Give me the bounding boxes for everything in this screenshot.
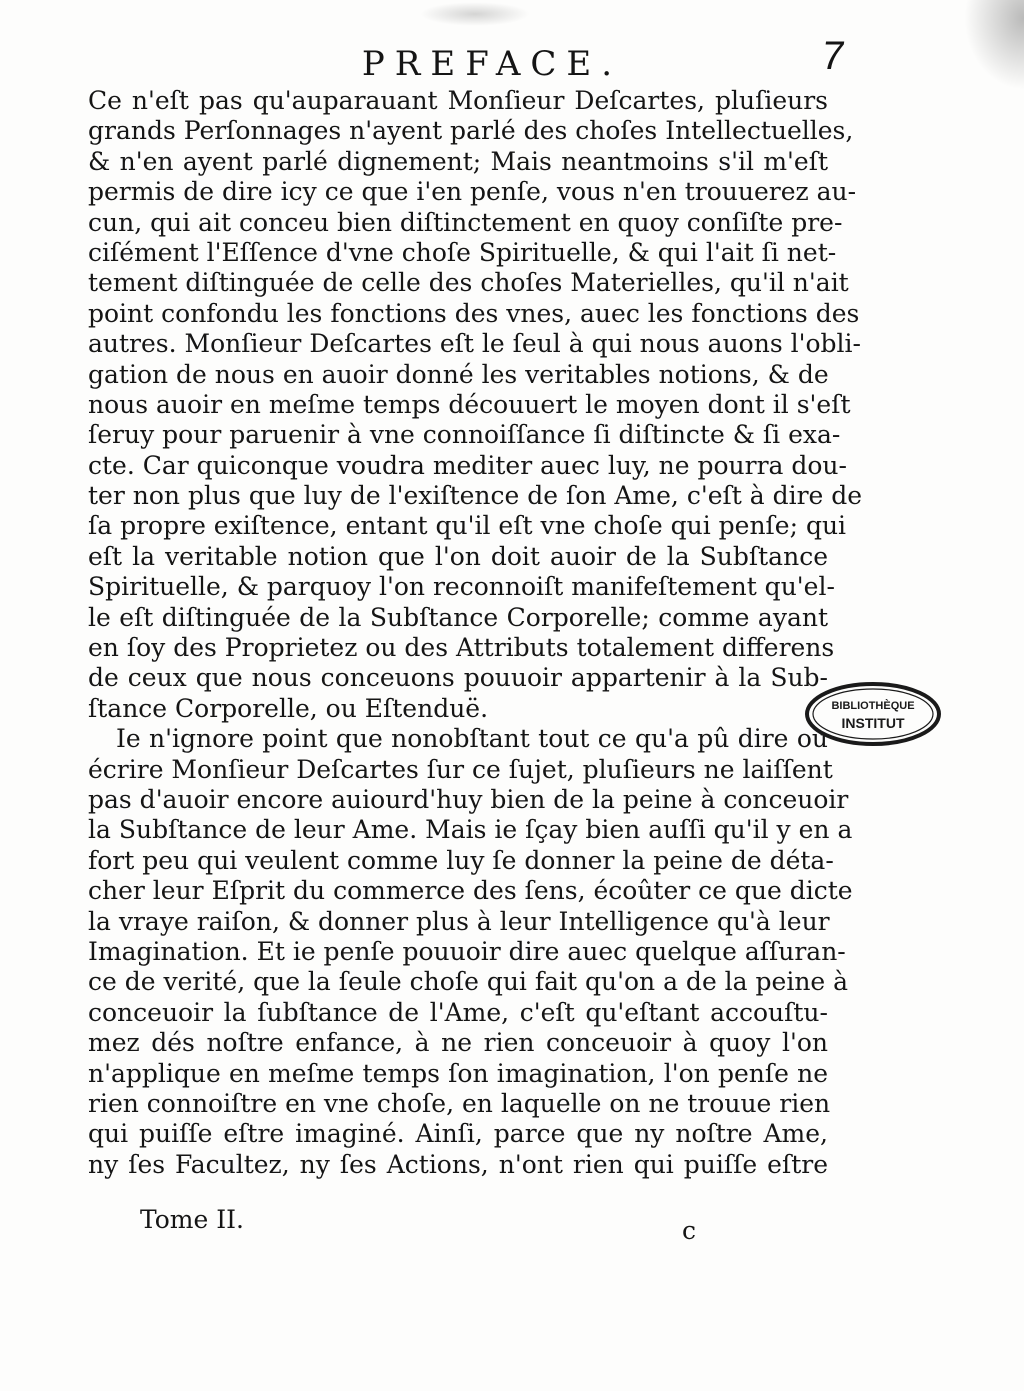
text-line: Ce n'eſt pas qu'auparauant Monſieur Deſcartes, pluſieurs: [88, 86, 828, 115]
text-line: conceuoir la ſubſtance de l'Ame, c'eſt qu'eſtant accouſtu-: [88, 997, 828, 1027]
text-line: n'applique en meſme temps ſon imagination, l'on penſe ne: [88, 1058, 828, 1088]
text-line: en ſoy des Proprietez ou des Attributs totalement differens: [88, 633, 835, 663]
text-line: ny ſes Facultez, ny ſes Actions, n'ont rien qui puiſſe eſtre: [88, 1149, 828, 1179]
text-line: la Subſtance de leur Ame. Mais ie ſçay bien auſſi qu'il y en a: [88, 815, 853, 845]
library-stamp-icon: [804, 680, 942, 748]
text-line: mez dés noſtre enfance, à ne rien conceuoir à quoy l'on: [88, 1028, 828, 1058]
text-line: ſeruy pour paruenir à vne connoiſſance ſi diſtincte & ſi exa-: [88, 420, 841, 450]
text-line: eſt la veritable notion que l'on doit auoir de la Subſtance: [88, 541, 828, 571]
running-head: PREFACE.: [361, 44, 623, 84]
text-line-paragraph-start: Ie n'ignore point que nonobſtant tout ce qu'a pû dire ou: [116, 724, 828, 754]
text-line: fort peu qui veulent comme luy ſe donner la peine de déta-: [88, 845, 834, 875]
text-line: & n'en ayent parlé dignement; Mais neantmoins s'il m'eſt: [88, 146, 828, 176]
text-line: autres. Monſieur Deſcartes eſt le ſeul à qui nous auons l'obli-: [88, 329, 861, 359]
ink-smudge: [420, 2, 530, 26]
text-line: pas d'auoir encore auiourd'huy bien de la peine à conceuoir: [88, 784, 849, 814]
catchword: c: [682, 1216, 697, 1245]
signature-mark: Tome II.: [140, 1205, 244, 1234]
text-line: ſa propre exiſtence, entant qu'il eſt vne choſe qui penſe; qui: [88, 511, 847, 541]
body-text: [88, 86, 863, 1180]
text-line: nous auoir en meſme temps découuert le moyen dont il s'eſt: [88, 389, 851, 419]
text-line: cher leur Eſprit du commerce des ſens, écoûter ce que dicte: [88, 876, 853, 906]
text-line: qui puiſſe eſtre imaginé. Ainſi, parce que ny noſtre Ame,: [88, 1119, 828, 1149]
text-line: ciſément l'Eſſence d'vne choſe Spirituelle, & qui l'ait ſi net-: [88, 237, 837, 267]
text-line: ce de verité, que la ſeule choſe qui fait qu'on a de la peine à: [88, 967, 849, 997]
text-line: la vraye raiſon, & donner plus à leur Intelligence qu'à leur: [88, 906, 830, 936]
text-line: gation de nous en auoir donné les veritables notions, & de: [88, 359, 829, 389]
text-line: ter non plus que luy de l'exiſtence de ſon Ame, c'eſt à dire de: [88, 481, 863, 511]
text-line-paragraph-end: ſtance Corporelle, ou Eſtenduë.: [88, 693, 489, 723]
text-line: point confondu les fonctions des vnes, auec les fonctions des: [88, 298, 860, 328]
text-line: rien connoiſtre en vne choſe, en laquelle on ne trouue rien: [88, 1088, 831, 1118]
text-line: cun, qui ait conceu bien diſtinctement en quoy conſiſte pre-: [88, 207, 843, 237]
text-line: tement diſtinguée de celle des choſes Materielles, qu'il n'ait: [88, 268, 849, 298]
stamp-text-bottom: INSTITUT: [841, 715, 905, 731]
text-line: Imagination. Et ie penſe pouuoir dire auec quelque aſſuran-: [88, 936, 846, 966]
text-line: grands Perſonnages n'ayent parlé des choſes Intellectuelles,: [88, 116, 854, 146]
text-line: permis de dire icy ce que i'en penſe, vous n'en trouuerez au-: [88, 177, 857, 207]
text-line: cte. Car quiconque voudra mediter auec luy, ne pourra dou-: [88, 450, 847, 480]
text-line: Spirituelle, & parquoy l'on reconnoiſt manifeſtement qu'el-: [88, 572, 835, 602]
text-line: écrire Monſieur Deſcartes ſur ce ſujet, pluſieurs ne laiſſent: [88, 754, 833, 784]
stamp-text-top: BIBLIOTHÈQUE: [831, 700, 915, 712]
page-number: 7: [818, 34, 848, 78]
text-line: le eſt diſtinguée de la Subſtance Corporelle; comme ayant: [88, 602, 828, 632]
text-line: de ceux que nous conceuons pouuoir appartenir à la Sub-: [88, 663, 828, 693]
